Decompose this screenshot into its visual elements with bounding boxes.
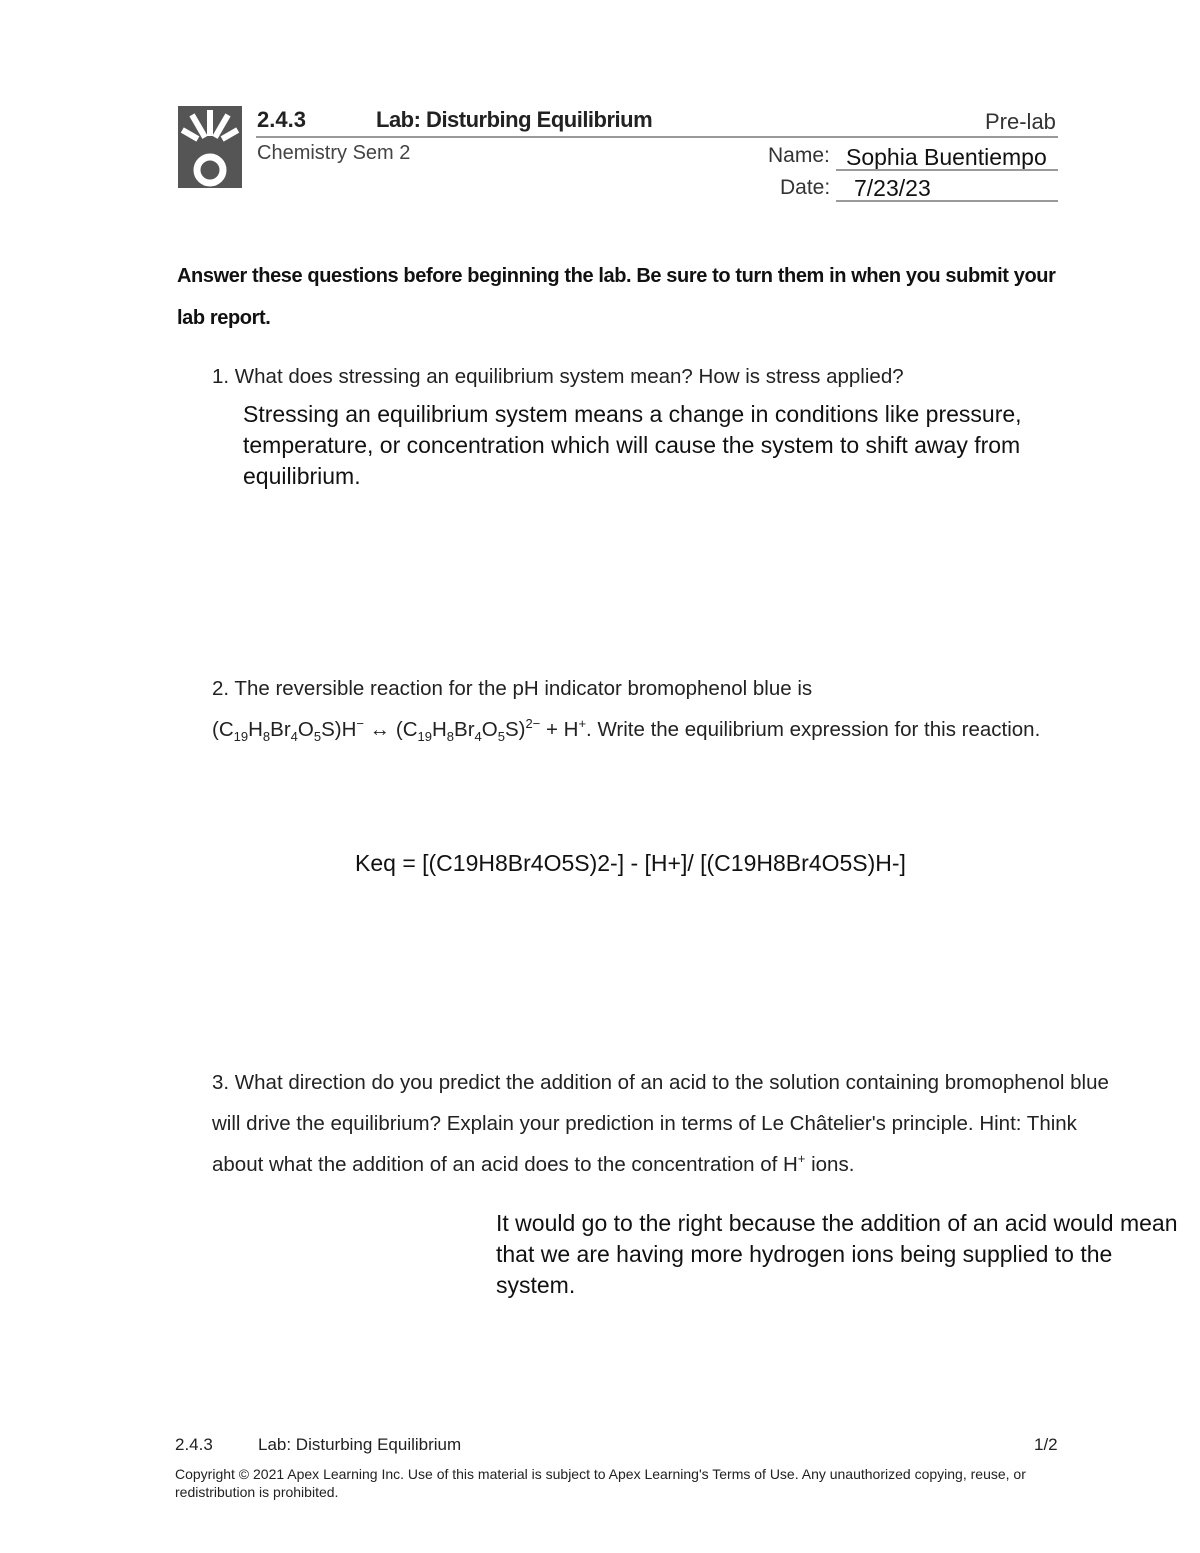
name-label: Name: [768, 144, 830, 167]
answer-1[interactable]: Stressing an equilibrium system means a change in conditions like pressure, temperature, or concentration which will cause the system to shift away from equilibrium. [243, 401, 1022, 489]
question-3: 3. What direction do you predict the addition of an acid to the solution containing bromophenol blue will drive the equilibrium? Explain your prediction in terms of Le Châtelier's principle. Hint: Think about what the addition of an acid does to the concentration of H+ ions. [212, 1071, 1109, 1176]
date-field[interactable]: 7/23/23 [854, 175, 931, 201]
reaction-equation: $(C_{19}H_8Br_4O_5S)H^-$ ↔ $(C_{19}H_8Br_4O_5S)^{2-} + H^+$ [212, 716, 587, 745]
date-underline [836, 200, 1058, 202]
course-name: Chemistry Sem 2 [257, 142, 411, 164]
question-2-outro: . Write the equilibrium expression for this reaction. [586, 718, 1041, 741]
question-3-text: 3. What direction do you predict the addition of an acid to the solution containing bromophenol blue will drive the equilibrium? Explain your prediction in terms of Le Châtelier's principle. Hint: Think about what the addition of an acid does to the concentration of H [212, 1071, 1109, 1176]
footer-lesson-code: 2.4.3 [175, 1435, 213, 1454]
name-field[interactable]: Sophia Buentiempo [846, 144, 1047, 170]
question-1: 1. What does stressing an equilibrium system mean? How is stress applied? [212, 365, 904, 388]
lab-title: Lab: Disturbing Equilibrium [376, 107, 653, 132]
copyright-notice: Copyright © 2021 Apex Learning Inc. Use of this material is subject to Apex Learning's Terms of Use. Any unauthorized copying, reuse, or redistribution is prohibited. [175, 1466, 1026, 1500]
apex-learning-logo [178, 106, 242, 188]
section-label: Pre-lab [985, 109, 1056, 134]
page-number: 1/2 [1034, 1435, 1058, 1454]
footer-title: Lab: Disturbing Equilibrium [258, 1435, 462, 1454]
instructions: Answer these questions before beginning the lab. Be sure to turn them in when you submit your lab report. [177, 265, 1056, 329]
answer-3[interactable]: It would go to the right because the addition of an acid would mean that we are having more hydrogen ions being supplied to the system. [496, 1210, 1178, 1298]
question-2-intro: 2. The reversible reaction for the pH indicator bromophenol blue is [212, 677, 813, 700]
answer-2[interactable]: Keq = [(C19H8Br4O5S)2-] - [H+]/ [(C19H8Br4O5S)H-] [355, 850, 906, 876]
lesson-code: 2.4.3 [257, 107, 306, 132]
question-3-tail: ions. [811, 1153, 855, 1176]
question-2 [212, 668, 1112, 750]
header-divider [256, 136, 1058, 138]
date-label: Date: [780, 176, 831, 199]
name-underline [836, 169, 1058, 171]
